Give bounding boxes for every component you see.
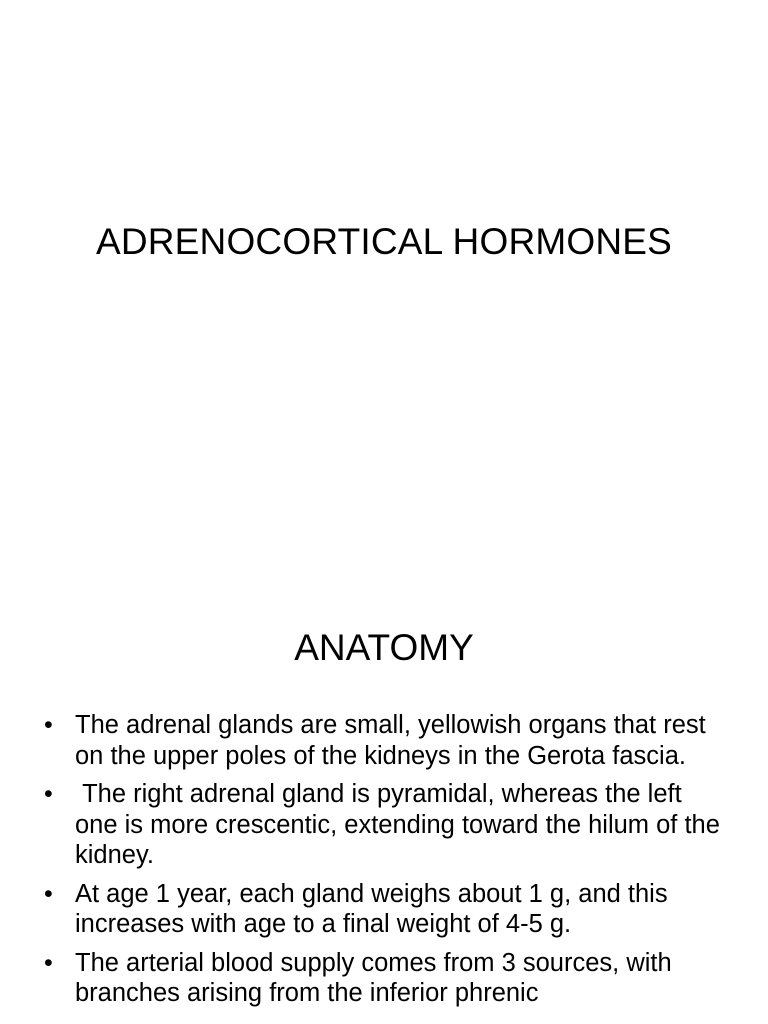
bullet-icon: • xyxy=(44,879,53,908)
bullet-item xyxy=(0,779,768,871)
slide-heading: ANATOMY xyxy=(294,627,474,668)
bullet-item xyxy=(0,710,768,771)
bullet-text: The arterial blood supply comes from 3 sources, with branches arising from the inferior phrenic xyxy=(75,948,672,1007)
bullet-item xyxy=(0,948,768,1009)
bullet-item xyxy=(0,879,768,940)
bullet-icon: • xyxy=(44,948,53,977)
bullet-list xyxy=(0,710,768,1017)
anatomy-slide xyxy=(0,576,768,1024)
bullet-text: The right adrenal gland is pyramidal, whereas the left one is more crescentic, extending toward the hilum of the kidney. xyxy=(75,780,728,869)
slide-title: ADRENOCORTICAL HORMONES xyxy=(95,221,673,262)
bullet-text: The adrenal glands are small, yellowish organs that rest on the upper poles of the kidneys in the Gerota fascia. xyxy=(75,711,706,770)
bullet-icon: • xyxy=(44,711,53,739)
bullet-text: At age 1 year, each gland weighs about 1 g, and this increases with age to a final weight of 4-5 g. xyxy=(75,879,668,938)
bullet-icon: • xyxy=(44,780,53,808)
